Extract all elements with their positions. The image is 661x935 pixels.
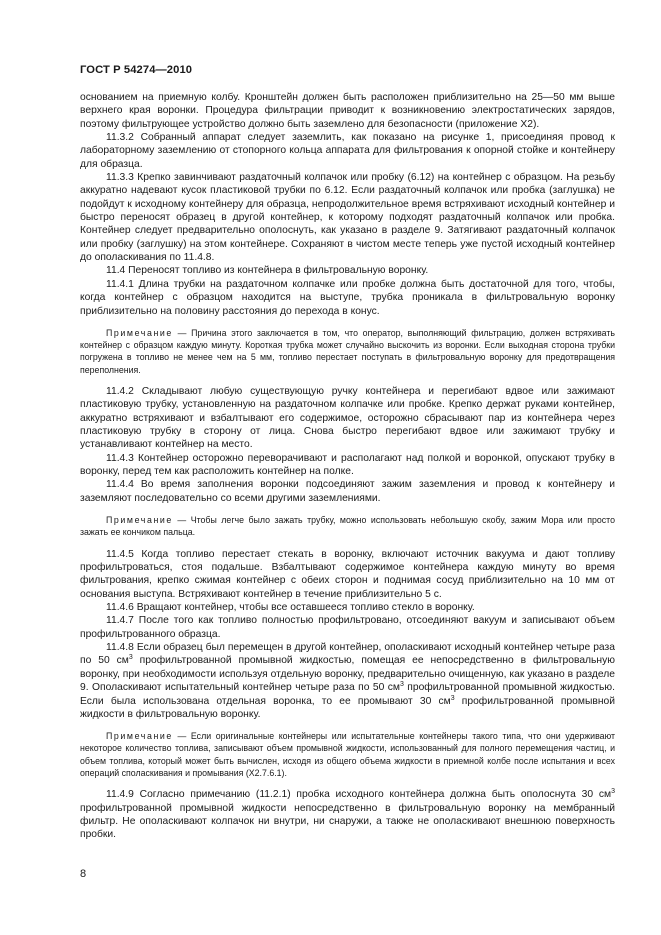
note-label: Примечание bbox=[106, 327, 173, 338]
paragraph-11-4-7: 11.4.7 После того как топливо полностью профильтровано, отсоединяют вакуум и записывают объем профильтрованного образца. bbox=[80, 615, 615, 640]
paragraph-11-4-5: 11.4.5 Когда топливо перестает стекать в воронку, включают источник вакуума и дают топливу профильтроваться, стоя подальше. Взбалтывают содержимое контейнера каждую минуту во время фильтрования, крепко сжимая контейнер с обеих сторон и поднимая сосуд приблизительно на 10 мм от основания выступа. Встряхивают контейнер в течение приблизительно 5 с. bbox=[80, 548, 615, 600]
paragraph-11-3-3: 11.3.3 Крепко завинчивают раздаточный колпачок или пробку (6.12) на контейнер с образцом. На резьбу аккуратно надевают кусок пластиковой трубки по 6.12. Если раздаточный колпачок или пробка (заглушка) не подойдут к исходному контейнеру для образца, непродолжительное время встряхивают исходный контейнер и быстро переносят образец в другой контейнер, к которому подходят раздаточный колпачок или пробка. Контейнер следует предварительно ополоснуть, как указано в разделе 9. Затягивают раздаточный колпачок или пробку (заглушку) на этом контейнере. Сохраняют в чистом месте теперь уже пустой исходный контейнер до ополаскивания по 11.4.8. bbox=[80, 172, 615, 264]
document-body bbox=[80, 91, 615, 842]
note-label: Примечание bbox=[106, 515, 173, 526]
note-2 bbox=[80, 514, 615, 539]
paragraph-11-4-9: 11.4.9 Согласно примечанию (11.2.1) пробка исходного контейнера должна быть ополоснута 30 $см^3$ профильтрованной промывной жидкости непосредственно в фильтровальную воронку на мембранный фильтр. Не ополаскивают колпачок ни внутри, ни снаружи, а также не ополаскивают внешнюю поверхность пробки. bbox=[80, 788, 615, 841]
note-text: — Если оригинальные контейнеры или испытательные контейнеры такого типа, что они удерживают некоторое количество топлива, записывают объем промывной жидкости, использованный для полного перемещения частиц, и объем топлива, который может быть вычислен, исходя из общего объема жидкости в приемной колбе после испытания и всех операций споласкивания и промывания (Х2.7.6.1). bbox=[80, 731, 615, 779]
paragraph-11-4-8: 11.4.8 Если образец был перемещен в другой контейнер, ополаскивают исходный контейнер четыре раза по 50 $см^3$ профильтрованной промывной жидкостью, помещая ее непосредственно в фильтровальную воронку, при необходимости используя отдельную воронку, предварительно очищенную, как указано в разделе 9. Ополаскивают испытательный контейнер четыре раза по 50 $см^3$ профильтрованной промывной жидкостью. Если была использована отдельная воронка, то ее промывают 30 $см^3$ профильтрованной промывной жидкости в фильтровальную воронку. bbox=[80, 642, 615, 720]
paragraph-continuation: основанием на приемную колбу. Кронштейн должен быть расположен приблизительно на 25—50 мм выше верхнего края воронки. Процедура фильтрации приводит к возникновению электростатических зарядов, поэтому фильтрующее устройство должно быть заземлено для безопасности (приложение Х2). bbox=[80, 92, 615, 130]
paragraph-11-4: 11.4 Переносят топливо из контейнера в фильтровальную воронку. bbox=[106, 265, 429, 277]
superscript: 3 bbox=[128, 654, 133, 662]
note-label: Примечание bbox=[106, 731, 173, 742]
standard-header: ГОСТ Р 54274—2010 bbox=[80, 64, 193, 76]
paragraph-11-4-3: 11.4.3 Контейнер осторожно переворачивают и располагают над полкой и воронкой, опускают трубку в воронку, перед тем как расположить контейнер на полке. bbox=[80, 452, 615, 478]
superscript: 3 bbox=[399, 681, 404, 689]
note-text: — Причина этого заключается в том, что оператор, выполняющий фильтрацию, должен встряхивать контейнер с образцом каждую минуту. Короткая трубка может случайно выскочить из воронки. Если выходная сторона трубки погружена в топливо не менее чем на 5 мм, топливо перестает поступать в фильтровальную воронку для предотвращения переполнения. bbox=[80, 327, 615, 375]
paragraph-11-4-2: 11.4.2 Складывают любую существующую ручку контейнера и перегибают вдвое или зажимают пластиковую трубку, установленную на раздаточном колпачке или пробке. Крепко держат руками контейнер, аккуратно встряхивают и взбалтывают его содержимое, осторожно сбрасывают пар из контейнера через пластиковую трубку в сторону от лица. Снова быстро перегибают вдвое или зажимают трубку и устанавливают контейнер на место. bbox=[80, 386, 615, 451]
paragraph-11-3-2: 11.3.2 Собранный аппарат следует заземлить, как показано на рисунке 1, присоединяя провод к лабораторному заземлению от стопорного кольца аппарата для фильтрования к опорной стойке и контейнеру для образца. bbox=[80, 132, 615, 170]
paragraph-11-4-4: 11.4.4 Во время заполнения воронки подсоединяют зажим заземления и провод к контейнеру и заземляют последовательно со всеми другими заземлениями. bbox=[80, 479, 615, 504]
note-text: — Чтобы легче было зажать трубку, можно использовать небольшую скобу, зажим Мора или просто зажать ее кончиком пальца. bbox=[80, 515, 615, 538]
page-number: 8 bbox=[80, 868, 87, 880]
note-1 bbox=[80, 327, 615, 376]
paragraph-11-4-1: 11.4.1 Длина трубки на раздаточном колпачке или пробке должна быть достаточной для того, чтобы, когда контейнер с образцом находится на выступе, трубка проникала в фильтровальную воронку приблизительно на половину расстояния до перехода в конус. bbox=[80, 278, 615, 317]
superscript: 3 bbox=[611, 788, 615, 796]
paragraph-11-4-6: 11.4.6 Вращают контейнер, чтобы все оставшееся топливо стекло в воронку. bbox=[106, 602, 475, 614]
note-3 bbox=[80, 730, 615, 779]
superscript: 3 bbox=[450, 694, 455, 702]
